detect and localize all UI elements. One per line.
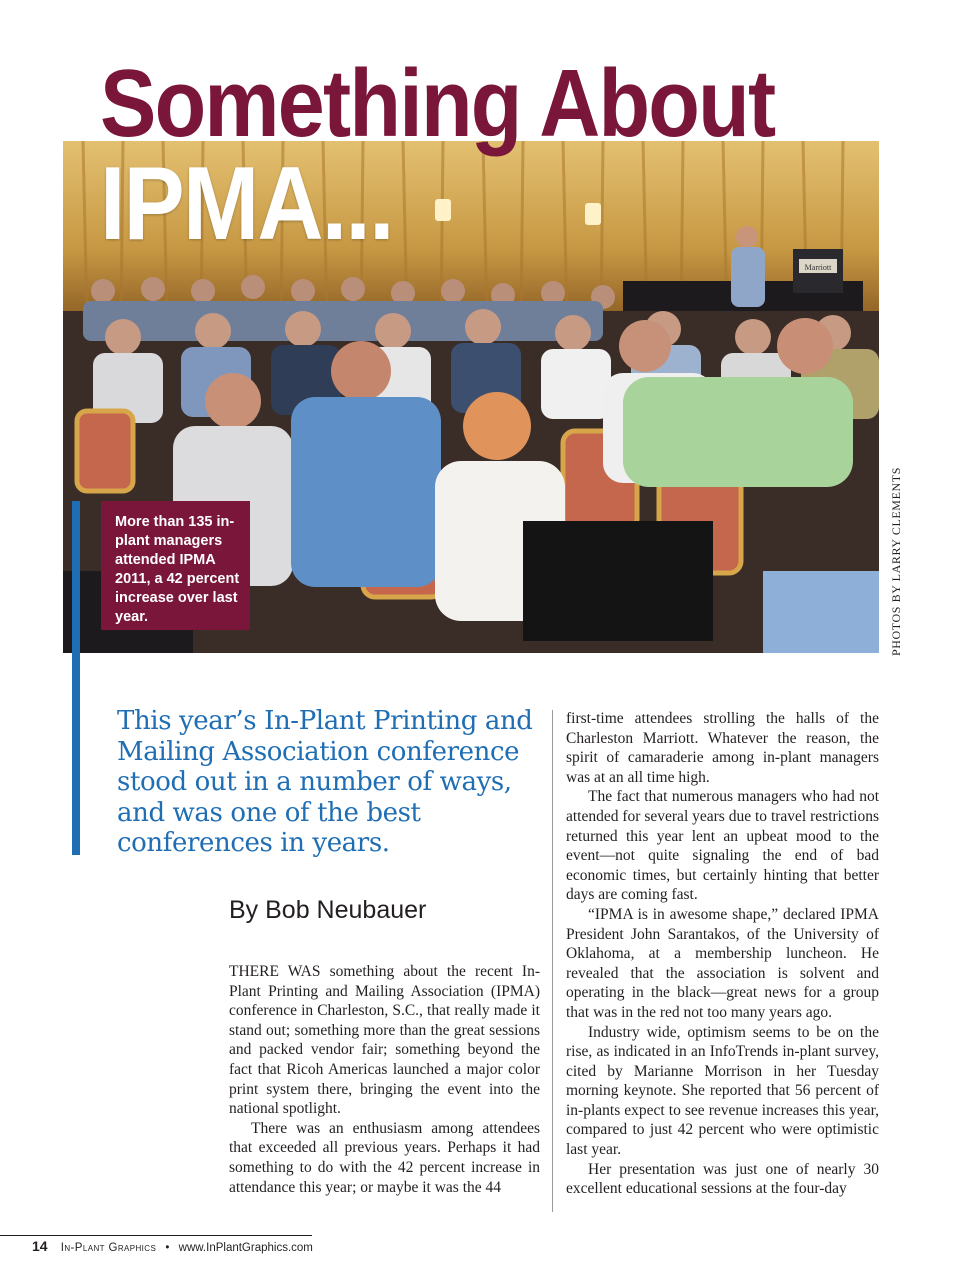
body-paragraph: Industry wide, optimism seems to be on the rise, as indicated in an InfoTrends in-plant survey, cited by Marianne Morrison in her Tuesday morning keynote. She reported that 56 percent of in-plants expect to see revenue increases this year, compared to just 42 percent who were optimistic last year. [566, 1023, 879, 1159]
body-paragraph: “IPMA is in awesome shape,” declared IPMA President John Sarantakos, of the University of Oklahoma, at a membership luncheon. He revealed that the association is solvent and operating in the black—great news for a group that was in the red not too many years ago. [566, 905, 879, 1021]
paragraph-text: something about the recent In-Plant Printing and Mailing Association (IPMA) conference in Charleston, S.C., that really made it stand out; something more than the great sessions and packed vendor fair; something beyond the fact that Ricoh Americas launched a major color print system there, bringing the event into the national spotlight. [229, 963, 540, 1118]
body-column-right [566, 709, 879, 1199]
byline: By Bob Neubauer [229, 896, 427, 924]
body-paragraph [229, 962, 540, 1119]
podium-sign-text: Marriott [804, 263, 832, 272]
publication-url[interactable]: www.InPlantGraphics.com [178, 1242, 313, 1254]
body-paragraph: Her presentation was just one of nearly 30 excellent educational sessions at the four-day [566, 1160, 879, 1198]
body-paragraph: There was an enthusiasm among attendees that exceeded all previous years. Perhaps it had something to do with the 42 percent increase in attendance this year; or maybe it was the 44 [229, 1119, 540, 1196]
headline-something-about: Something About [100, 50, 775, 157]
accent-rule [72, 501, 80, 855]
photo-caption: More than 135 in-plant managers attended IPMA 2011, a 42 percent increase over last year. [101, 501, 250, 630]
page-number: 14 [32, 1238, 48, 1254]
page-footer [32, 1238, 313, 1254]
column-divider [552, 710, 553, 1212]
footer-rule [0, 1235, 312, 1236]
headline-ipma: IPMA... [100, 146, 393, 262]
article-deck: This year’s In-Plant Printing and Mailing Association conference stood out in a number of ways, and was one of the best conferences in years. [117, 706, 533, 858]
body-column-left [229, 962, 540, 1197]
lead-in: THERE WAS [229, 963, 321, 980]
body-paragraph: first-time attendees strolling the halls of the Charleston Marriott. Whatever the reason, the spirit of camaraderie among in-plant managers was at an all time high. [566, 710, 879, 786]
body-paragraph: The fact that numerous managers who had not attended for several years due to travel restrictions returned this year lent an upbeat mood to the event—not quite signaling the end of bad economic times, but certainly hinting that better days are coming fast. [566, 788, 879, 904]
footer-bullet: • [165, 1242, 170, 1254]
photo-credit: PHOTOS BY LARRY CLEMENTS [889, 467, 903, 656]
publication-name: In-Plant Graphics [60, 1242, 157, 1254]
